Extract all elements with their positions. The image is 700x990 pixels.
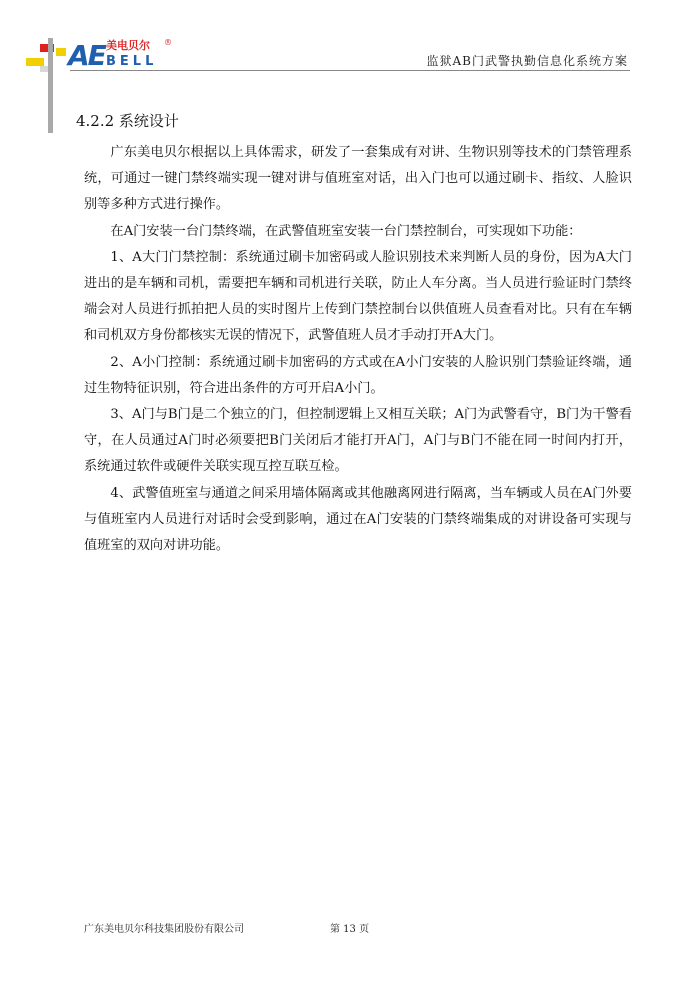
logo-brand-cn: 美电贝尔 [106, 39, 150, 52]
footer-company: 广东美电贝尔科技集团股份有限公司 [84, 924, 244, 935]
header-divider [70, 70, 630, 71]
section-title: 4.2.2 系统设计 [76, 112, 179, 130]
header-decoration-vertical-bar [48, 38, 53, 133]
paragraph-item-3: 3、A门与B门是二个独立的门，但控制逻辑上又相互关联；A门为武警看守，B门为干警看守，在人员通过A门时必须要把B门关闭后才能打开A门，A门与B门不能在同一时间内打开，系统通过软件或硬件关联实现互控互联互检。 [84, 407, 632, 475]
paragraph-intro: 广东美电贝尔根据以上具体需求，研发了一套集成有对讲、生物识别等技术的门禁管理系统，可通过一键门禁终端实现一键对讲与值班室对话，出入门也可以通过刷卡、指纹、人脸识别等多种方式进行操作。 [84, 145, 632, 213]
company-logo [68, 40, 176, 72]
logo-registered-mark: ® [164, 38, 172, 47]
paragraph-install: 在A门安装一台门禁终端，在武警值班室安装一台门禁控制台，可实现如下功能： [110, 223, 582, 239]
paragraph-item-2: 2、A小门控制：系统通过刷卡加密码的方式或在A小门安装的人脸识别门禁验证终端，通过生物特征识别，符合进出条件的方可开启A小门。 [84, 354, 632, 396]
footer-page-number: 第 13 页 [330, 924, 370, 935]
logo-brand-en: BELL [106, 54, 158, 69]
paragraph-item-4: 4、武警值班室与通道之间采用墙体隔离或其他融离网进行隔离，当车辆或人员在A门外要与值班室内人员进行对话时会受到影响，通过在A门安装的门禁终端集成的对讲设备可实现与值班室的双向对讲功能。 [84, 485, 632, 554]
header-title: 监狱AB门武警执勤信息化系统方案 [426, 54, 628, 68]
logo-mark: AE [68, 39, 105, 72]
header-decoration-yellow [26, 58, 44, 66]
header-decoration-yellow-small [56, 48, 66, 56]
body-text [84, 140, 632, 559]
paragraph-item-1: 1、A大门门禁控制：系统通过刷卡加密码或人脸识别技术来判断人员的身份，因为A大门进出的是车辆和司机，需要把车辆和司机进行关联，防止人车分离。当人员进行验证时门禁终端会对人员进行抓拍把人员的实时图片上传到门禁控制台以供值班人员查看对比。只有在车辆和司机双方身份都核实无误的情况下，武警值班人员才手动打开A大门。 [84, 249, 632, 344]
